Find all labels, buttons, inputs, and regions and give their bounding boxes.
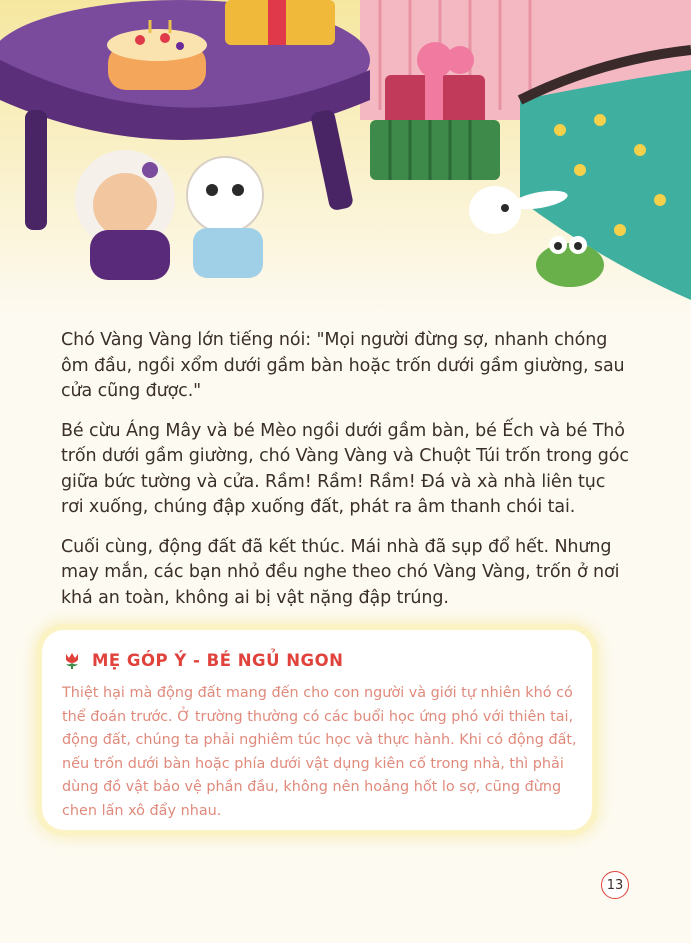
tulip-icon bbox=[62, 650, 82, 670]
tip-title: MẸ GÓP Ý - BÉ NGỦ NGON bbox=[92, 650, 344, 670]
story-illustration bbox=[0, 0, 691, 320]
green-gift bbox=[370, 120, 500, 180]
yellow-gift bbox=[225, 0, 335, 45]
story-paragraph: Chó Vàng Vàng lớn tiếng nói: "Mọi người đừng sợ, nhanh chóng ôm đầu, ngồi xổm dưới gầm bàn hoặc trốn dưới gầm giường, sau cửa cũng được." bbox=[61, 330, 625, 401]
sheep-character bbox=[75, 150, 175, 280]
story-text bbox=[61, 328, 633, 625]
story-paragraph: Bé cừu Áng Mây và bé Mèo ngồi dưới gầm bàn, bé Ếch và bé Thỏ trốn dưới gầm giường, chó Vàng Vàng và Chuột Túi trốn trong góc giữa bức tường và cửa. Rầm! Rầm! Rầm! Đá và xà nhà liên tục rơi xuống, chúng đập xuống đất, phát ra âm thanh chói tai. bbox=[61, 420, 629, 517]
story-paragraph: Cuối cùng, động đất đã kết thúc. Mái nhà đã sụp đổ hết. Nhưng may mắn, các bạn nhỏ đều nghe theo chó Vàng Vàng, trốn ở nơi khá an toàn, không ai bị vật nặng đập trúng. bbox=[61, 536, 620, 608]
parent-tip-box bbox=[42, 630, 592, 830]
scene-svg bbox=[0, 0, 691, 320]
tip-header bbox=[62, 650, 343, 670]
cat-character bbox=[187, 157, 263, 278]
page-number: 13 bbox=[601, 871, 629, 899]
tip-text: Thiệt hại mà động đất mang đến cho con người và giới tự nhiên khó có thể đoán trước. Ở trường thường có các buổi học ứng phó với thiên tai, động đất, chúng ta phải nghiêm túc học và thực hành. Khi có động đất, nếu trốn dưới bàn hoặc phía dưới vật dụng kiên cố trong nhà, thì phải dùng đồ vật bảo vệ phần đầu, không nên hoảng hốt lo sợ, cũng đừng chen lấn xô đẩy nhau. bbox=[62, 685, 577, 819]
